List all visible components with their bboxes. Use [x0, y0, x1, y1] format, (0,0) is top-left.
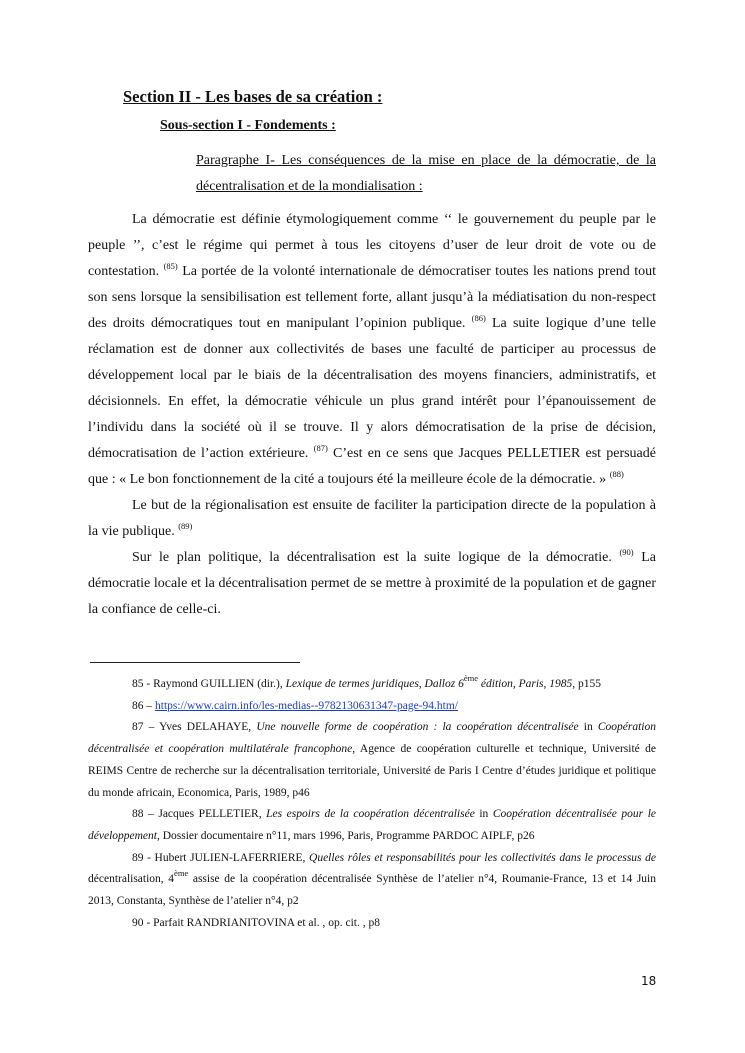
- footnote-title: Coopération décentralisée et coopération multilatérale francophone: [88, 721, 656, 756]
- text-run: Sur le plan politique, la décentralisation est la suite logique de la démocratie.: [132, 550, 620, 565]
- section-title: Section II - Les bases de sa création :: [123, 87, 383, 106]
- footnote-text: in: [578, 721, 598, 734]
- paragraph-title: Paragraphe I- Les conséquences de la mise en place de la démocratie, de la décentralisation et de la mondialisation :: [196, 153, 656, 194]
- text-run: C’est en ce sens que Jacques PELLETIER est persuadé que : « Le bon fonctionnement de la cité a toujours été la meilleure école de la démocratie. »: [88, 446, 656, 487]
- footnote-88: [88, 804, 656, 847]
- footnote-title: édition, Paris, 1985,: [478, 678, 576, 690]
- footnote-link[interactable]: https://www.cairn.info/les-medias--9782130631347-page-94.htm/: [155, 699, 458, 712]
- footnote-text: 87 – Yves DELAHAYE,: [132, 721, 257, 734]
- footnote-sup: ème: [463, 673, 479, 683]
- footnote-89: [88, 848, 656, 913]
- footnote-title: Quelles rôles et responsabilités pour les collectivités dans le processus de: [309, 851, 656, 864]
- footnote-ref: (86): [471, 313, 486, 323]
- text-run: La démocratie locale et la décentralisation permet de se mettre à proximité de la population et de gagner la confiance de celle-ci.: [88, 550, 656, 617]
- footnote-86: [88, 696, 656, 718]
- footnote-text: , Agence de coopération culturelle et technique, Université de REIMS Centre de recherche sur la décentralisation territoriale, Université de Paris I Centre d’études juridique et politique du monde africain, Economica, Paris, 1989, p46: [88, 743, 656, 799]
- footnote-ref: (88): [609, 469, 624, 479]
- footnote-90: [88, 913, 656, 935]
- footnote-text: 85 - Raymond GUILLIEN (dir.),: [132, 678, 286, 690]
- footnotes: [88, 674, 656, 934]
- footnote-text: in: [474, 808, 493, 821]
- footnote-text: 88 – Jacques PELLETIER,: [132, 808, 267, 821]
- footnote-text: 86 –: [132, 699, 155, 712]
- body-paragraph: [88, 545, 656, 623]
- footnote-ref: (85): [163, 261, 178, 271]
- footnote-text: 89 - Hubert JULIEN-LAFERRIERE,: [132, 851, 310, 864]
- footnote-separator: [90, 662, 300, 663]
- footnote-title: Les espoirs de la coopération décentralisée: [266, 808, 475, 821]
- footnote-85: [88, 674, 656, 696]
- text-run: La portée de la volonté internationale de démocratiser toutes les nations prend tout son sens lorsque la sensibilisation est tellement forte, allant jusqu’à la médiatisation du non-respect des droits démocratiques tout en manipulant l’opinion publique.: [88, 264, 657, 331]
- footnote-text: 90 - Parfait RANDRIANITOVINA et al. , op. cit. , p8: [132, 916, 380, 929]
- footnote-title: Une nouvelle forme de coopération : la coopération décentralisée: [256, 721, 579, 734]
- body-paragraph: [88, 207, 656, 493]
- body-paragraph: [88, 493, 656, 545]
- text-run: Le but de la régionalisation est ensuite de faciliter la participation directe de la population à la vie publique.: [88, 498, 656, 539]
- footnote-ref: (90): [619, 547, 634, 557]
- text-run: La démocratie est définie étymologiquement comme ‘‘ le gouvernement du peuple par le peuple ’’, c’est le régime qui permet à tous les citoyens d’user de leur droit de vote ou de contestation.: [88, 212, 656, 279]
- footnote-sup: ème: [174, 868, 189, 879]
- footnote-87: [88, 717, 656, 804]
- footnote-ref: (87): [313, 443, 328, 453]
- footnote-ref: (89): [178, 521, 193, 531]
- page-number: 18: [641, 974, 657, 988]
- text-run: La suite logique d’une telle réclamation est de donner aux collectivités de bases une faculté de participer au processus de développement local par le biais de la décentralisation des moyens financiers, administratifs, et décisionnels. En effet, la démocratie véhicule un plus grand intérêt pour l’épanouissement de l’individu dans la société où il se trouve. Il y alors démocratisation de la prise de décision, démocratisation de l’action extérieure.: [88, 316, 656, 461]
- footnote-text: décentralisation, 4: [88, 873, 175, 886]
- body-text: [88, 207, 656, 623]
- footnote-text: , Dossier documentaire n°11, mars 1996, Paris, Programme PARDOC AIPLF, p26: [156, 829, 535, 842]
- subsection-title: Sous-section I - Fondements :: [160, 118, 336, 133]
- footnote-text: assise de la coopération décentralisée Synthèse de l’atelier n°4, Roumanie-France, 13 et 14 Juin 2013, Constanta, Synthèse de l’atelier n°4, p2: [88, 873, 656, 908]
- footnote-title: Lexique de termes juridiques, Dalloz 6: [285, 678, 464, 690]
- footnote-title: Coopération décentralisée pour le développement: [88, 808, 657, 842]
- footnote-text: p155: [575, 678, 602, 690]
